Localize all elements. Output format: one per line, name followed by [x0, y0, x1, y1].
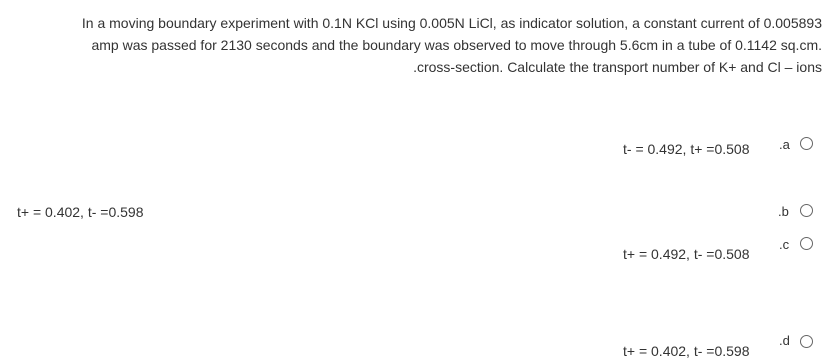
question-line-1: In a moving boundary experiment with 0.1N KCl using 0.005N LiCl, as indicator solution, a constant current of 0.005893 — [81, 15, 822, 31]
option-d-letter: .d — [779, 333, 790, 348]
option-c-letter: .c — [779, 237, 790, 252]
option-d-text: t+ = 0.402, t- =0.598 — [623, 343, 750, 359]
option-a-text: t- = 0.492, t+ =0.508 — [623, 141, 750, 157]
question-text — [22, 12, 822, 78]
question-line-2: amp was passed for 2130 seconds and the boundary was observed to move through 5.6cm in a tube of 0.1142 sq.cm. — [91, 37, 822, 53]
option-d-radio[interactable] — [800, 335, 813, 348]
option-b-text: t+ = 0.402, t- =0.598 — [17, 204, 144, 220]
option-c-radio[interactable] — [800, 237, 813, 250]
option-c-text: t+ = 0.492, t- =0.508 — [623, 246, 750, 262]
option-a-radio[interactable] — [800, 137, 813, 150]
option-b-radio[interactable] — [800, 204, 813, 217]
question-line-3: .cross-section. Calculate the transport number of K+ and Cl – ions — [413, 59, 822, 75]
option-b-letter: .b — [778, 204, 789, 219]
option-a-letter: .a — [779, 137, 790, 152]
